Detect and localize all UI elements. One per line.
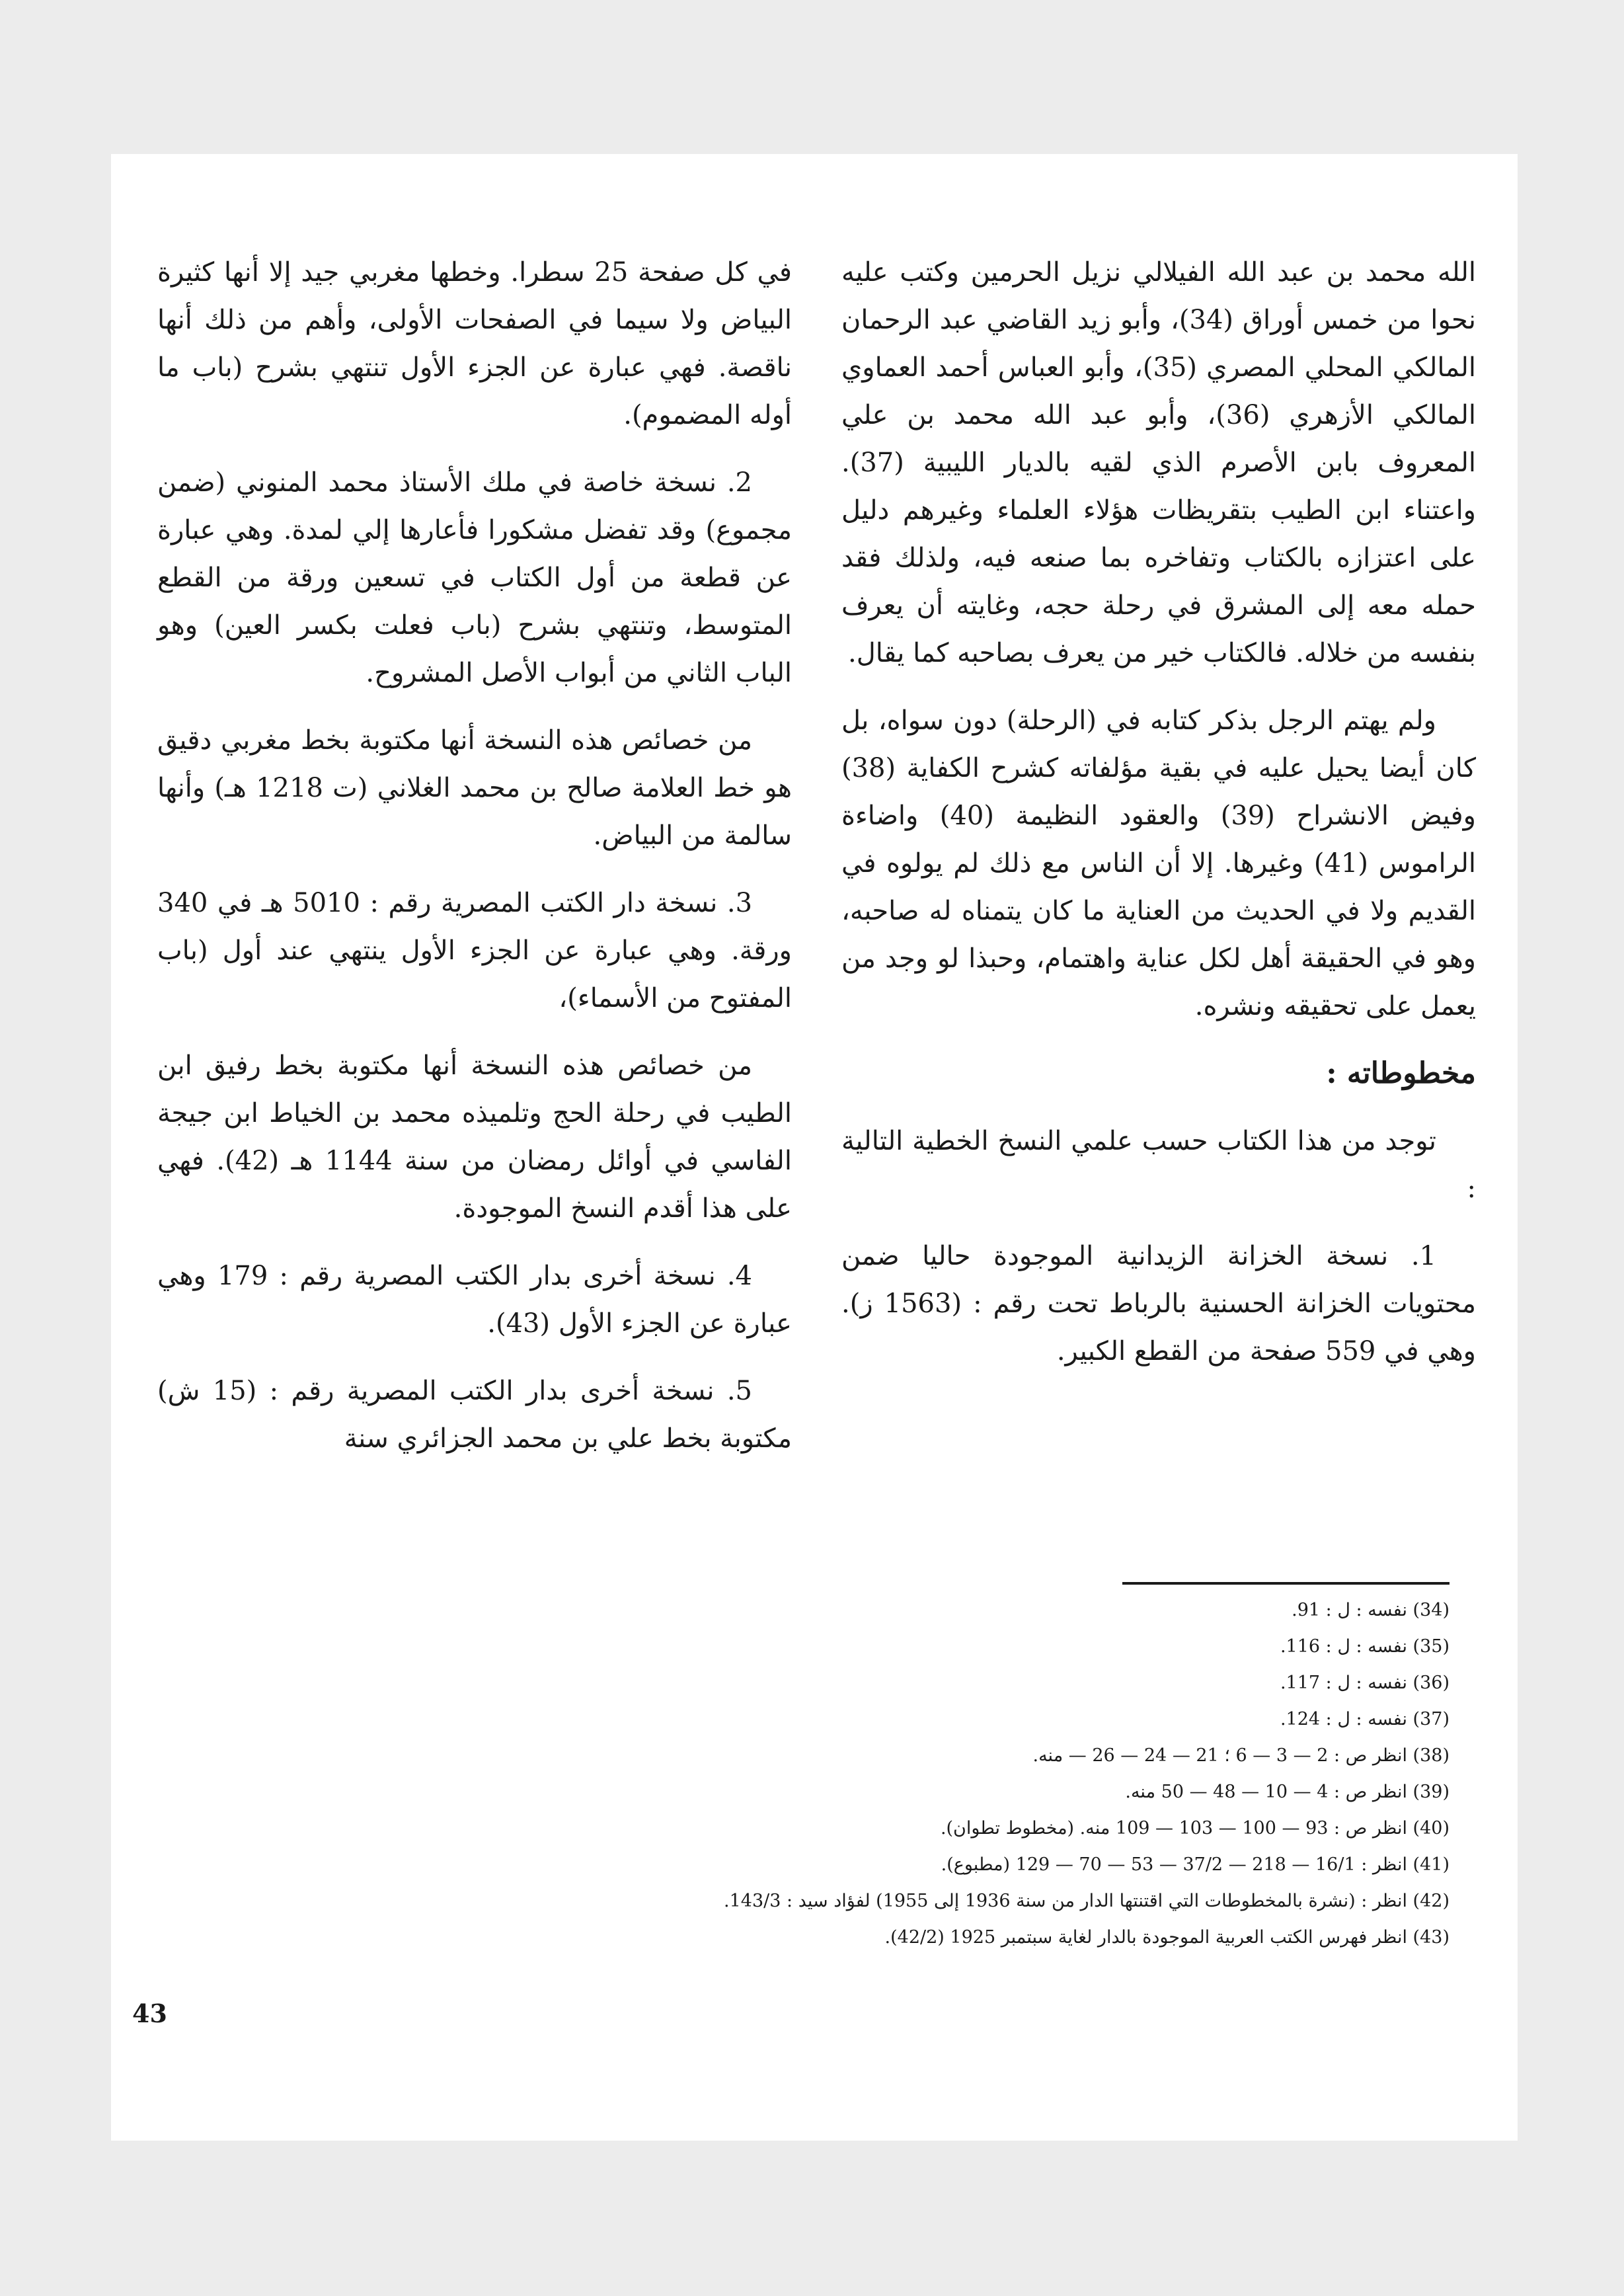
footnotes [521, 1592, 1450, 1956]
footnote: (36) نفسه : ل : 117. [1280, 1673, 1450, 1693]
paragraph: من خصائص هذه النسخة أنها مكتوبة بخط رفيق ابن الطيب في رحلة الحج وتلميذه محمد بن الخياط ابن جيجة الفاسي في أوائل رمضان من سنة 1144 هـ (42). فهي على هذا أقدم النسخ الموجودة. [157, 1050, 792, 1224]
paragraph: 4. نسخة أخرى بدار الكتب المصرية رقم : 179 وهي عبارة عن الجزء الأول (43). [157, 1261, 792, 1339]
footnote: (34) نفسه : ل : 91. [1292, 1600, 1450, 1620]
paragraph: 5. نسخة أخرى بدار الكتب المصرية رقم : (15 ش) مكتوبة بخط علي بن محمد الجزائري سنة [157, 1376, 792, 1454]
footnote: (43) انظر فهرس الكتب العربية الموجودة بالدار لغاية سبتمبر 1925 (42/2). [884, 1927, 1450, 1948]
footnote: (37) نفسه : ل : 124. [1280, 1709, 1450, 1729]
footnote: (40) انظر ص : 93 — 100 — 103 — 109 منه. (مخطوط تطوان). [940, 1818, 1450, 1839]
left-column [157, 249, 792, 1482]
section-heading: مخطوطاته : [1326, 1056, 1476, 1090]
footnote: (42) انظر : (نشرة بالمخطوطات التي اقتنتها الدار من سنة 1936 إلى 1955) لفؤاد سيد : 143/3. [724, 1891, 1450, 1911]
right-column [841, 249, 1476, 1395]
paragraph: الله محمد بن عبد الله الفيلالي نزيل الحرمين وكتب عليه نحوا من خمس أوراق (34)، وأبو زيد القاضي عبد الرحمان المالكي المحلي المصري (35)، وأبو العباس أحمد العماوي المالكي الأزهري (36)، وأبو عبد الله محمد بن علي المعروف بابن الأصرم الذي لقيه بالديار الليبية (37). واعتناء ابن الطيب بتقريظات هؤلاء العلماء وغيرهم دليل على اعتزازه بالكتاب وتفاخره بما صنعه فيه، ولذلك فقد حمله معه إلى المشرق في رحلة حجه، وغايته أن يعرف بنفسه من خلاله. فالكتاب خير من يعرف بصاحبه كما يقال. [841, 257, 1477, 668]
paragraph: توجد من هذا الكتاب حسب علمي النسخ الخطية التالية : [841, 1126, 1476, 1204]
paragraph: 3. نسخة دار الكتب المصرية رقم : 5010 هـ في 340 ورقة. وهي عبارة عن الجزء الأول ينتهي عند أول (باب المفتوح من الأسماء)، [157, 888, 792, 1013]
footnote-separator [1122, 1582, 1450, 1585]
paragraph: في كل صفحة 25 سطرا. وخطها مغربي جيد إلا أنها كثيرة البياض ولا سيما في الصفحات الأولى، وأهم من ذلك أنها ناقصة. فهي عبارة عن الجزء الأول تنتهي بشرح (باب ما أوله المضموم). [157, 257, 793, 430]
footnote: (35) نفسه : ل : 116. [1280, 1636, 1450, 1657]
document-page [111, 154, 1518, 2141]
footnote: (38) انظر ص : 2 — 3 — 6 ؛ 21 — 24 — 26 — منه. [1032, 1745, 1450, 1766]
paragraph: 2. نسخة خاصة في ملك الأستاذ محمد المنوني (ضمن مجموع) وقد تفضل مشكورا فأعارها إلي لمدة. وهي عبارة عن قطعة من أول الكتاب في تسعين ورقة من القطع المتوسط، وتنتهي بشرح (باب فعلت بكسر العين) وهو الباب الثاني من أبواب الأصل المشروح. [157, 467, 792, 688]
paragraph: 1. نسخة الخزانة الزيدانية الموجودة حاليا ضمن محتويات الخزانة الحسنية بالرباط تحت رقم : (1563 ز). وهي في 559 صفحة من القطع الكبير. [841, 1241, 1476, 1366]
footnote: (41) انظر : 16/1 — 218 — 37/2 — 53 — 70 — 129 (مطبوع). [941, 1854, 1450, 1875]
paragraph: من خصائص هذه النسخة أنها مكتوبة بخط مغربي دقيق هو خط العلامة صالح بن محمد الغلاني (ت 1218 هـ) وأنها سالمة من البياض. [157, 725, 792, 851]
footnote: (39) انظر ص : 4 — 10 — 48 — 50 منه. [1125, 1782, 1450, 1802]
paragraph: ولم يهتم الرجل بذكر كتابه في (الرحلة) دون سواه، بل كان أيضا يحيل عليه في بقية مؤلفاته كشرح الكفاية (38) وفيض الانشراح (39) والعقود النظيمة (40) واضاءة الراموس (41) وغيرها. إلا أن الناس مع ذلك لم يولوه في القديم ولا في الحديث من العناية ما كان يتمناه له صاحبه، وهو في الحقيقة أهل لكل عناية واهتمام، وحبذا لو وجد من يعمل على تحقيقه ونشره. [841, 705, 1476, 1021]
page-number: 43 [132, 1999, 167, 2028]
